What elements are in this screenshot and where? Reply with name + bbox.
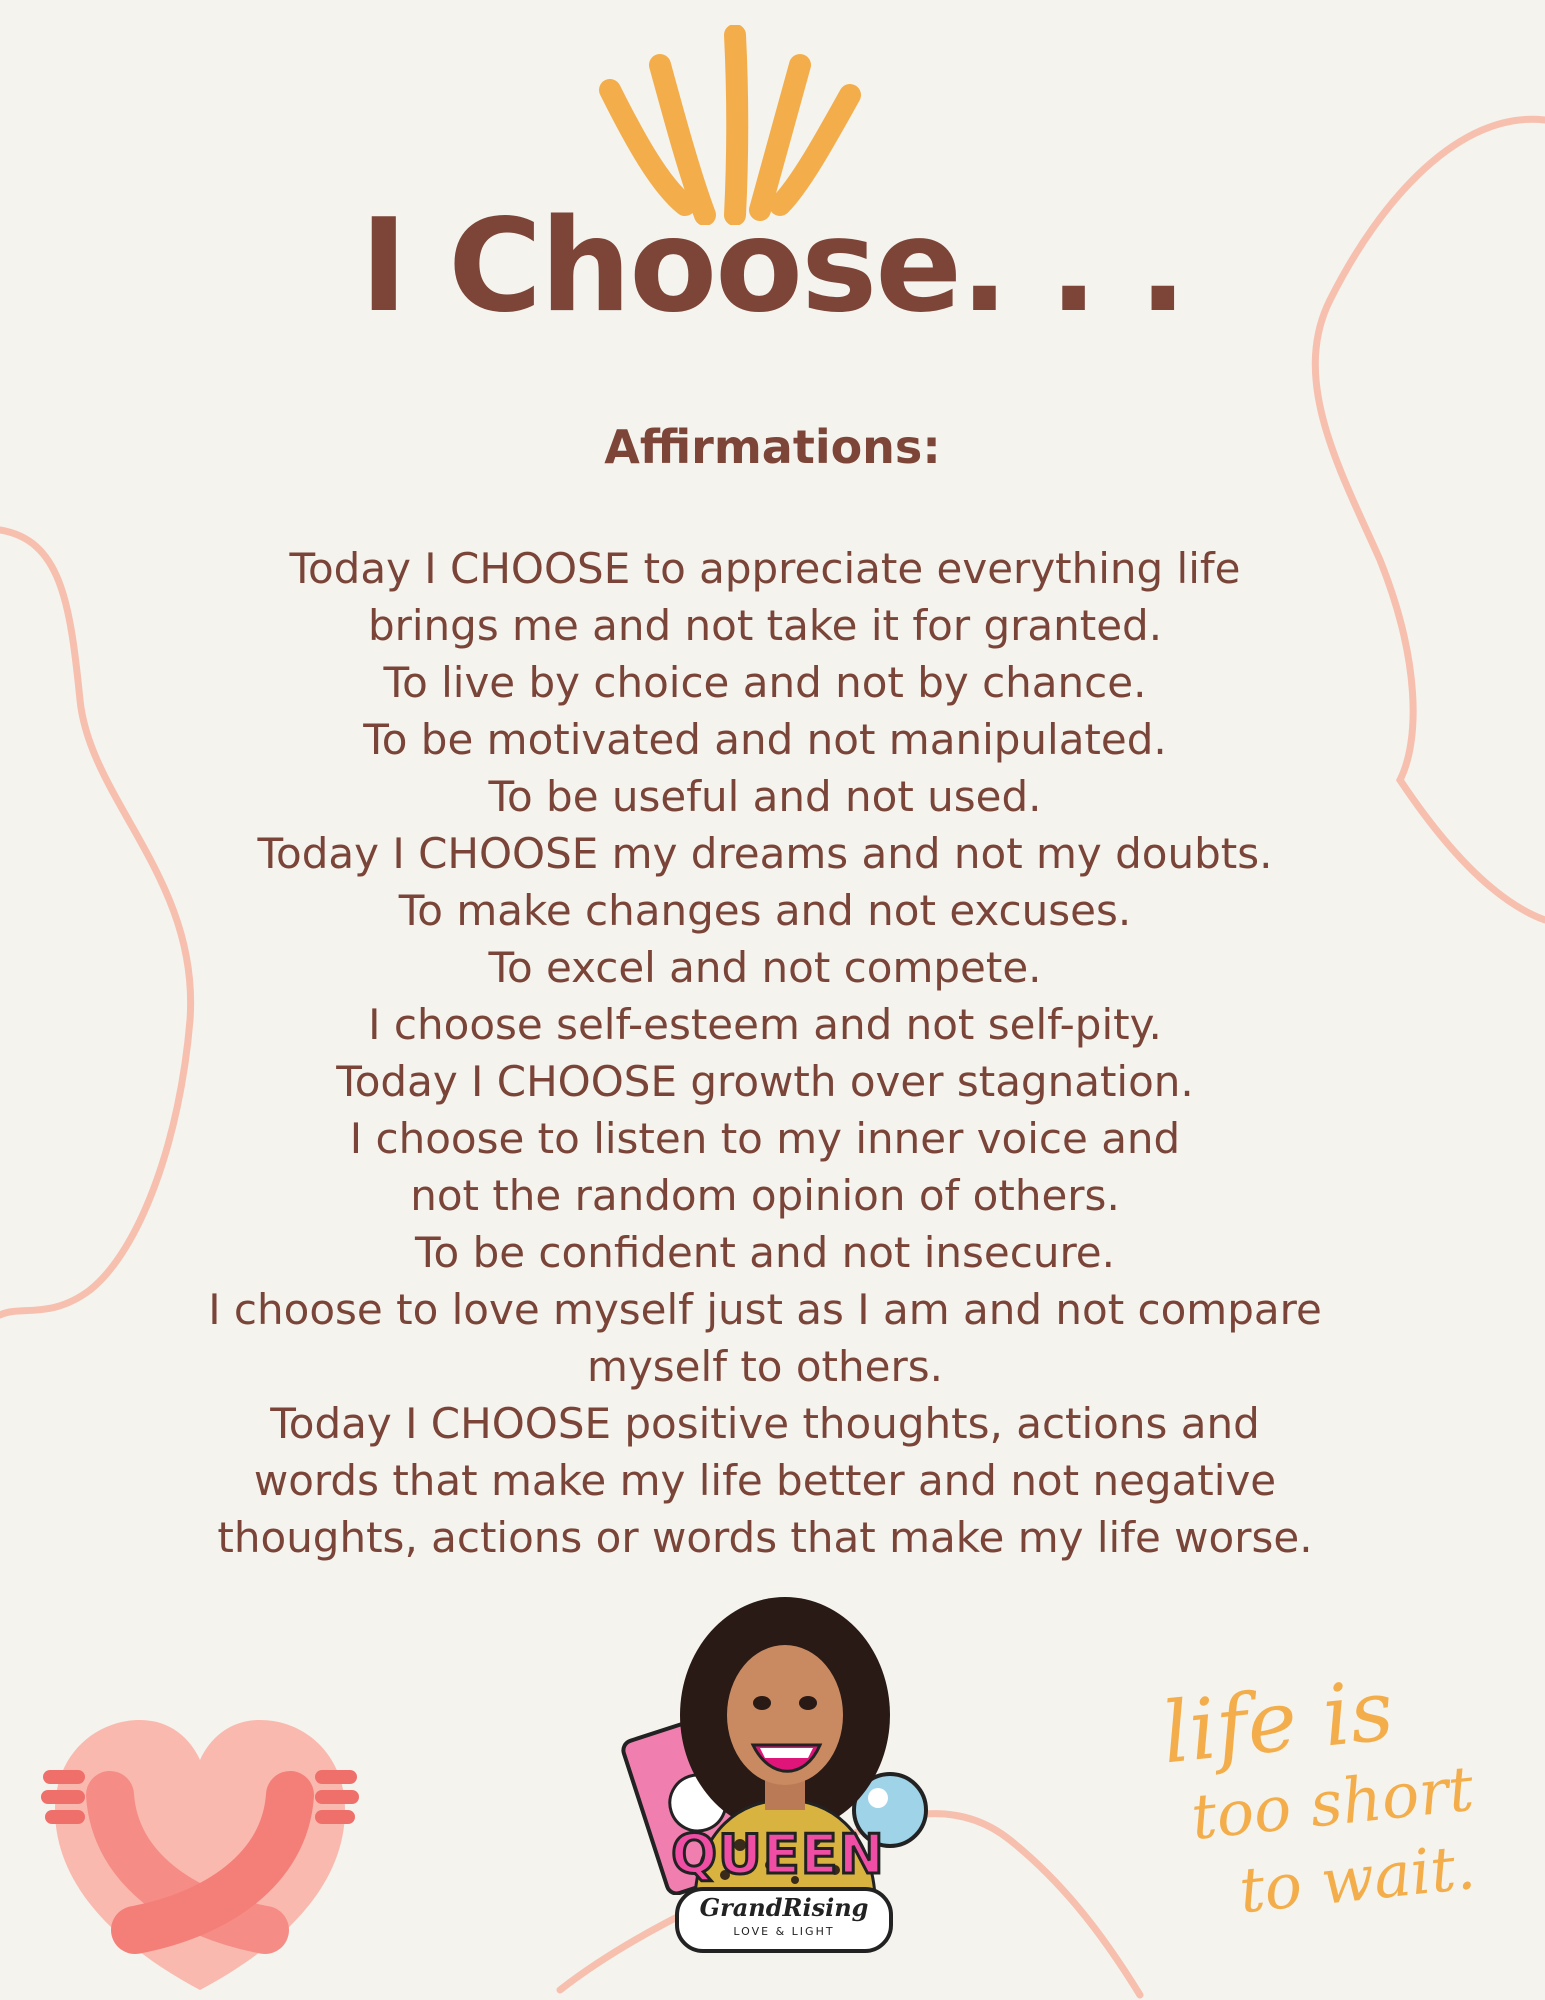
affirmation-line: To excel and not compete. [488, 943, 1042, 992]
affirmation-line: I choose to listen to my inner voice and [349, 1114, 1181, 1163]
quote-line: to wait. [1235, 1829, 1479, 1928]
self-hug-heart-icon [35, 1700, 365, 2000]
affirmation-list [110, 540, 1420, 1566]
affirmation-line: To be motivated and not manipulated. [363, 715, 1167, 764]
quote-line: too short [1187, 1751, 1477, 1854]
affirmation-line: myself to others. [587, 1342, 943, 1391]
affirmation-line: To live by choice and not by chance. [383, 658, 1147, 707]
affirmation-line: Today I CHOOSE my dreams and not my doubts. [257, 829, 1273, 878]
logo-tagline: LOVE & LIGHT [733, 1925, 835, 1938]
quote-line: life is [1157, 1660, 1398, 1783]
affirmation-line: words that make my life better and not negative [253, 1456, 1277, 1505]
handwritten-quote [1158, 1653, 1512, 1934]
logo-queen-wordmark: QUEEN [671, 1823, 885, 1886]
affirmation-line: To make changes and not excuses. [398, 886, 1132, 935]
affirmation-line: Today I CHOOSE positive thoughts, actions and [270, 1399, 1260, 1448]
affirmation-line: Today I CHOOSE growth over stagnation. [336, 1057, 1194, 1106]
affirmation-line: I choose self-esteem and not self-pity. [368, 1000, 1162, 1049]
affirmation-line: not the random opinion of others. [410, 1171, 1120, 1220]
affirmation-line: thoughts, actions or words that make my life worse. [217, 1513, 1313, 1562]
logo-script-text: GrandRising [699, 1893, 869, 1922]
affirmation-line: brings me and not take it for granted. [367, 601, 1163, 650]
affirmations-heading: Affirmations: [604, 420, 941, 474]
affirmation-line: To be useful and not used. [488, 772, 1042, 821]
queen-grandrising-logo [620, 1595, 940, 1975]
affirmation-line: I choose to love myself just as I am and not compare [208, 1285, 1322, 1334]
affirmation-line: Today I CHOOSE to appreciate everything life [289, 544, 1241, 593]
page-title: I Choose. . . [359, 192, 1186, 341]
affirmation-line: To be confident and not insecure. [415, 1228, 1115, 1277]
